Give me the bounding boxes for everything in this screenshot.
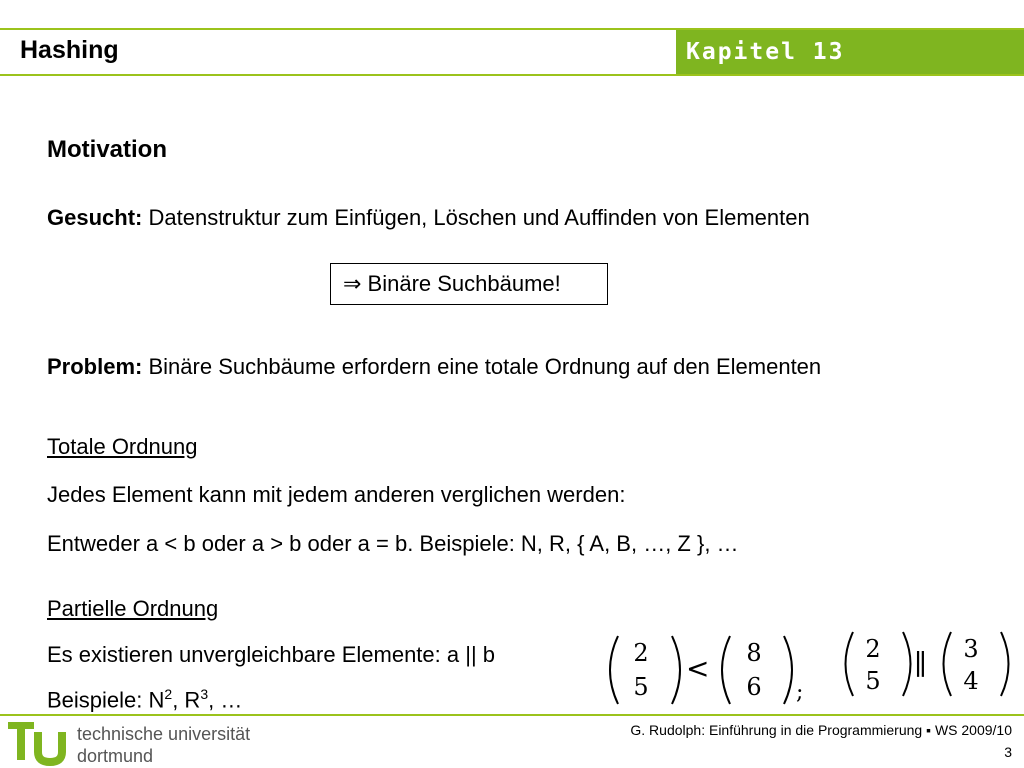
vector-4-bottom: 4 xyxy=(963,667,979,695)
partial-order-heading: Partielle Ordnung xyxy=(47,596,219,621)
less-than-symbol: < xyxy=(686,652,710,685)
footer-credit: G. Rudolph: Einführung in die Programmierung ▪ WS 2009/10 xyxy=(630,722,1012,738)
chapter-badge: Kapitel 13 xyxy=(676,30,1024,74)
total-order-heading: Totale Ordnung xyxy=(47,434,198,459)
vector-3-top: 2 xyxy=(865,635,881,663)
section-heading: Motivation xyxy=(47,136,167,163)
search-line xyxy=(47,205,810,231)
vector-1-top: 2 xyxy=(633,639,649,667)
total-order-line-1: Jedes Element kann mit jedem anderen verglichen werden: xyxy=(47,482,626,507)
problem-text: Binäre Suchbäume erfordern eine totale Ordnung auf den Elementen xyxy=(148,354,822,379)
tu-logo-icon xyxy=(4,718,70,766)
vector-2-bottom: 6 xyxy=(746,673,762,701)
university-name-line-2: dortmund xyxy=(77,746,154,766)
exponent-1: 2 xyxy=(164,686,173,702)
vector-4-top: 3 xyxy=(963,635,979,663)
vector-1-bottom: 5 xyxy=(633,673,649,701)
problem-label: Problem: xyxy=(47,354,143,379)
partial-order-line-1: Es existieren unvergleichbare Elemente: a || b xyxy=(47,642,496,667)
result-box: ⇒ Binäre Suchbäume! xyxy=(330,263,608,305)
slide-title: Hashing xyxy=(20,36,119,64)
partial-order-line-2 xyxy=(47,686,242,713)
problem-line xyxy=(47,354,821,380)
vector-2-top: 8 xyxy=(746,639,762,667)
semicolon: ; xyxy=(796,680,804,705)
exponent-2: 3 xyxy=(200,686,209,702)
university-name-line-1: technische universität xyxy=(77,724,251,744)
search-label: Gesucht: xyxy=(47,205,143,230)
page-number: 3 xyxy=(1004,744,1012,760)
incomparable-symbol: ∥ xyxy=(914,648,927,681)
search-text: Datenstruktur zum Einfügen, Löschen und Auffinden von Elementen xyxy=(148,205,810,230)
examples-prefix: Beispiele: N xyxy=(47,687,165,713)
examples-suffix: , … xyxy=(208,687,243,713)
vector-3-bottom: 5 xyxy=(865,667,881,695)
examples-mid: , R xyxy=(172,687,201,713)
footer-rule xyxy=(0,714,1024,716)
header-bottom-rule xyxy=(0,74,1024,76)
total-order-line-2: Entweder a < b oder a > b oder a = b. Beispiele: N, R, { A, B, …, Z }, … xyxy=(47,531,739,556)
